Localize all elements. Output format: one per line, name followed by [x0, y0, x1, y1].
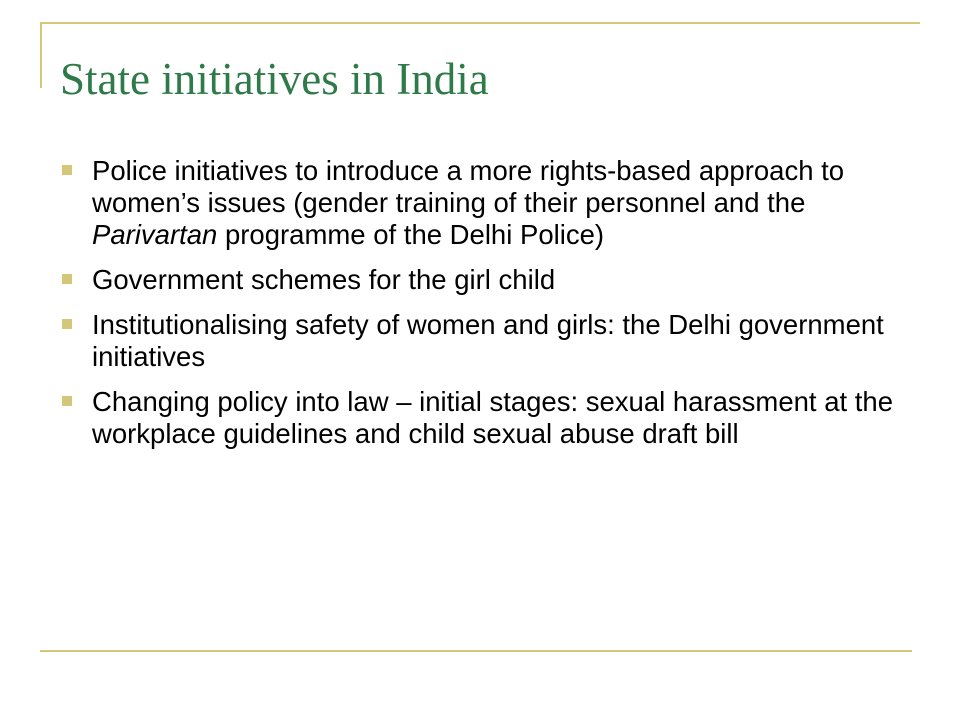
- bullet-item-policy-law: [60, 386, 900, 450]
- bullet-text: Institutionalising safety of women and girls: the Delhi government initiatives: [92, 309, 884, 372]
- square-bullet-icon: [62, 396, 72, 406]
- bottom-divider: [40, 650, 912, 652]
- bullet-text-part: Police initiatives to introduce a more rights-based approach to women’s issues (gender training of their personnel and the: [92, 155, 845, 218]
- square-bullet-icon: [62, 165, 72, 175]
- square-bullet-icon: [62, 274, 72, 284]
- bullet-text: Changing policy into law – initial stages: sexual harassment at the workplace guidelines and child sexual abuse draft bill: [92, 386, 894, 449]
- bullet-text: Government schemes for the girl child: [92, 264, 556, 295]
- bullet-item-police: [60, 155, 900, 251]
- top-divider: [40, 22, 920, 24]
- left-divider: [40, 22, 42, 88]
- bullet-text: [92, 155, 844, 250]
- bullet-list: [60, 155, 900, 463]
- bullet-text-part: programme of the Delhi Police): [217, 219, 605, 250]
- square-bullet-icon: [62, 319, 72, 329]
- slide-title: State initiatives in India: [60, 54, 489, 104]
- bullet-item-safety: [60, 309, 900, 373]
- bullet-item-girl-child: [60, 264, 900, 296]
- bullet-text-italic: Parivartan: [92, 219, 218, 250]
